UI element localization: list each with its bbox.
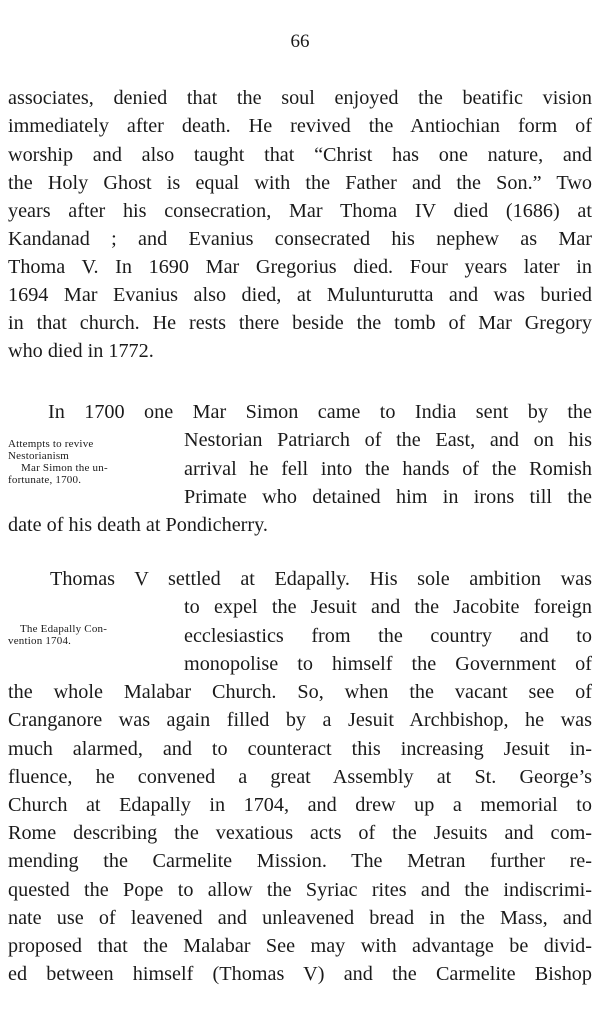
margin-note-mar-simon xyxy=(8,438,178,486)
text-line: who died in 1772. xyxy=(8,340,154,362)
text-line: to expel the Jesuit and the Jacobite foreign xyxy=(184,596,592,618)
text-line: mending the Carmelite Mission. The Metran further re- xyxy=(8,850,592,872)
margin-note-line: Nestorianism xyxy=(8,450,70,462)
text-line: proposed that the Malabar See may with advantage be divid- xyxy=(8,935,592,957)
margin-note-line: The Edapally Con- xyxy=(20,623,108,635)
text-line: fluence, he convened a great Assembly at St. George’s xyxy=(8,766,592,788)
text-line: Kandanad ; and Evanius consecrated his nephew as Mar xyxy=(8,228,592,250)
text-line: date of his death at Pondicherry. xyxy=(8,514,268,536)
text-line: immediately after death. He revived the Antiochian form of xyxy=(8,115,592,137)
margin-note-line: Mar Simon the un- xyxy=(21,462,108,474)
text-line: worship and also taught that “Christ has one nature, and xyxy=(8,144,592,166)
text-line: years after his consecration, Mar Thoma IV died (1686) at xyxy=(8,200,592,222)
margin-note-line: vention 1704. xyxy=(8,635,72,647)
text-line: monopolise to himself the Government of xyxy=(184,653,592,675)
text-line: Primate who detained him in irons till the xyxy=(184,486,592,508)
page-number: 66 xyxy=(290,31,310,52)
text-line: Nestorian Patriarch of the East, and on his xyxy=(184,429,592,451)
text-line: Rome describing the vexatious acts of the Jesuits and com- xyxy=(8,822,592,844)
text-line: Thomas V settled at Edapally. His sole ambition was xyxy=(50,568,592,590)
margin-note-line: Attempts to revive xyxy=(8,438,94,450)
text-line: associates, denied that the soul enjoyed the beatific vision xyxy=(8,87,592,109)
text-line: nate use of leavened and unleavened bread in the Mass, and xyxy=(8,907,592,929)
margin-note-edapally xyxy=(8,623,178,647)
text-line: in that church. He rests there beside the tomb of Mar Gregory xyxy=(8,312,592,334)
text-line: In 1700 one Mar Simon came to India sent by the xyxy=(48,401,592,423)
text-line: much alarmed, and to counteract this increasing Jesuit in- xyxy=(8,738,592,760)
text-line: Thoma V. In 1690 Mar Gregorius died. Four years later in xyxy=(8,256,592,278)
text-line: the Holy Ghost is equal with the Father and the Son.” Two xyxy=(8,172,592,194)
text-line: quested the Pope to allow the Syriac rites and the indiscrimi- xyxy=(8,879,592,901)
text-line: Church at Edapally in 1704, and drew up a memorial to xyxy=(8,794,592,816)
margin-note-line: fortunate, 1700. xyxy=(8,474,82,486)
text-line: ecclesiastics from the country and to xyxy=(184,625,592,647)
text-line: arrival he fell into the hands of the Romish xyxy=(184,458,592,480)
text-line: the whole Malabar Church. So, when the vacant see of xyxy=(8,681,592,703)
text-line: ed between himself (Thomas V) and the Carmelite Bishop xyxy=(8,963,592,985)
text-line: 1694 Mar Evanius also died, at Mulunturutta and was buried xyxy=(8,284,592,306)
text-line: Cranganore was again filled by a Jesuit Archbishop, he was xyxy=(8,709,592,731)
